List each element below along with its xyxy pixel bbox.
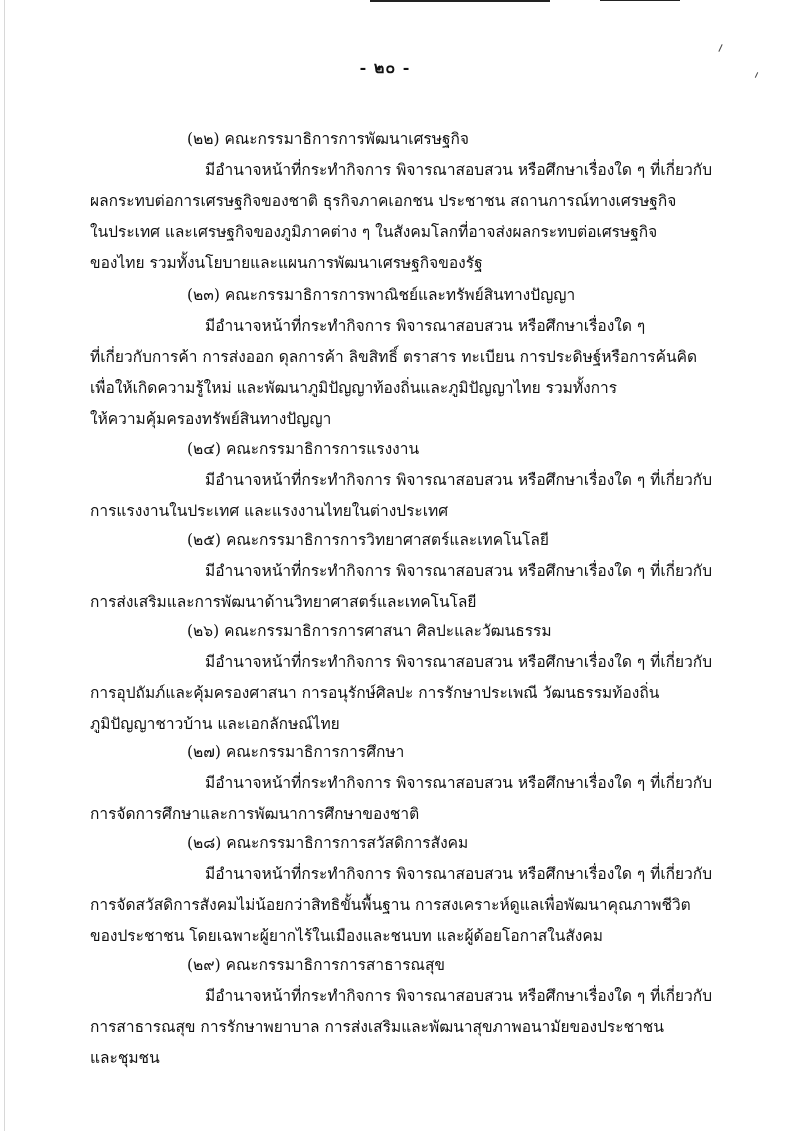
paragraph-line: การอุปถัมภ์และคุ้มครองศาสนา การอนุรักษ์ศิลปะ การรักษาประเพณี วัฒนธรรมท้องถิ่น xyxy=(90,684,660,702)
section-heading: (๒๘) คณะกรรมาธิการการสวัสดิการสังคม xyxy=(187,834,469,852)
paragraph-line: มีอำนาจหน้าที่กระทำกิจการ พิจารณาสอบสวน หรือศึกษาเรื่องใด ๆ ที่เกี่ยวกับ xyxy=(205,865,713,883)
paragraph-line: เพื่อให้เกิดความรู้ใหม่ และพัฒนาภูมิปัญญาท้องถิ่นและภูมิปัญญาไทย รวมทั้งการ xyxy=(90,379,618,397)
section-heading: (๒๕) คณะกรรมาธิการการวิทยาศาสตร์และเทคโนโลยี xyxy=(187,531,549,549)
paragraph-line: การแรงงานในประเทศ และแรงงานไทยในต่างประเทศ xyxy=(90,502,449,520)
paragraph-line: ภูมิปัญญาชาวบ้าน และเอกลักษณ์ไทย xyxy=(90,715,340,733)
paragraph-line: มีอำนาจหน้าที่กระทำกิจการ พิจารณาสอบสวน หรือศึกษาเรื่องใด ๆ ที่เกี่ยวกับ xyxy=(205,774,713,792)
paragraph-line: ที่เกี่ยวกับการค้า การส่งออก ดุลการค้า ลิขสิทธิ์ ตราสาร ทะเบียน การประดิษฐ์หรือการค้นคิด xyxy=(90,348,698,366)
paragraph-line: ให้ความคุ้มครองทรัพย์สินทางปัญญา xyxy=(90,410,332,428)
paragraph-line: มีอำนาจหน้าที่กระทำกิจการ พิจารณาสอบสวน หรือศึกษาเรื่องใด ๆ xyxy=(205,317,646,335)
paragraph-line: การจัดสวัสดิการสังคมไม่น้อยกว่าสิทธิขั้นพื้นฐาน การสงเคราะห์ดูแลเพื่อพัฒนาคุณภาพชีวิต xyxy=(90,896,691,914)
paragraph-line: การส่งเสริมและการพัฒนาด้านวิทยาศาสตร์และเทคโนโลยี xyxy=(90,593,477,611)
paragraph-line: ของประชาชน โดยเฉพาะผู้ยากไร้ในเมืองและชนบท และผู้ด้อยโอกาสในสังคม xyxy=(90,927,603,945)
section-heading: (๒๒) คณะกรรมาธิการการพัฒนาเศรษฐกิจ xyxy=(187,130,469,148)
section-heading: (๒๔) คณะกรรมาธิการการแรงงาน xyxy=(187,440,420,458)
paragraph-line: ในประเทศ และเศรษฐกิจของภูมิภาคต่าง ๆ ในสังคมโลกที่อาจส่งผลกระทบต่อเศรษฐกิจ xyxy=(90,223,658,241)
paragraph-line: การสาธารณสุข การรักษาพยาบาล การส่งเสริมและพัฒนาสุขภาพอนามัยของประชาชน xyxy=(90,1018,664,1036)
paragraph-line: มีอำนาจหน้าที่กระทำกิจการ พิจารณาสอบสวน หรือศึกษาเรื่องใด ๆ ที่เกี่ยวกับ xyxy=(205,161,713,179)
section-heading: (๒๗) คณะกรรมาธิการการศึกษา xyxy=(187,743,405,761)
scan-top-mark xyxy=(370,0,550,2)
scan-left-edge xyxy=(4,0,5,1131)
paragraph-line: ของไทย รวมทั้งนโยบายและแผนการพัฒนาเศรษฐกิจของรัฐ xyxy=(90,254,483,272)
page-number: - ๒๐ - xyxy=(359,58,411,77)
paragraph-line: มีอำนาจหน้าที่กระทำกิจการ พิจารณาสอบสวน หรือศึกษาเรื่องใด ๆ ที่เกี่ยวกับ xyxy=(205,987,713,1005)
section-heading: (๒๙) คณะกรรมาธิการการสาธารณสุข xyxy=(187,956,445,974)
scan-mark xyxy=(718,44,722,52)
section-heading: (๒๖) คณะกรรมาธิการการศาสนา ศิลปะและวัฒนธรรม xyxy=(187,622,552,640)
scan-top-mark xyxy=(600,0,680,1)
paragraph-line: ผลกระทบต่อการเศรษฐกิจของชาติ ธุรกิจภาคเอกชน ประชาชน สถานการณ์ทางเศรษฐกิจ xyxy=(90,192,677,210)
paragraph-line: และชุมชน xyxy=(90,1049,160,1067)
section-heading: (๒๓) คณะกรรมาธิการการพาณิชย์และทรัพย์สินทางปัญญา xyxy=(187,286,576,304)
paragraph-line: การจัดการศึกษาและการพัฒนาการศึกษาของชาติ xyxy=(90,805,420,823)
paragraph-line: มีอำนาจหน้าที่กระทำกิจการ พิจารณาสอบสวน หรือศึกษาเรื่องใด ๆ ที่เกี่ยวกับ xyxy=(205,653,713,671)
paragraph-line: มีอำนาจหน้าที่กระทำกิจการ พิจารณาสอบสวน หรือศึกษาเรื่องใด ๆ ที่เกี่ยวกับ xyxy=(205,562,713,580)
paragraph-line: มีอำนาจหน้าที่กระทำกิจการ พิจารณาสอบสวน หรือศึกษาเรื่องใด ๆ ที่เกี่ยวกับ xyxy=(205,471,713,489)
